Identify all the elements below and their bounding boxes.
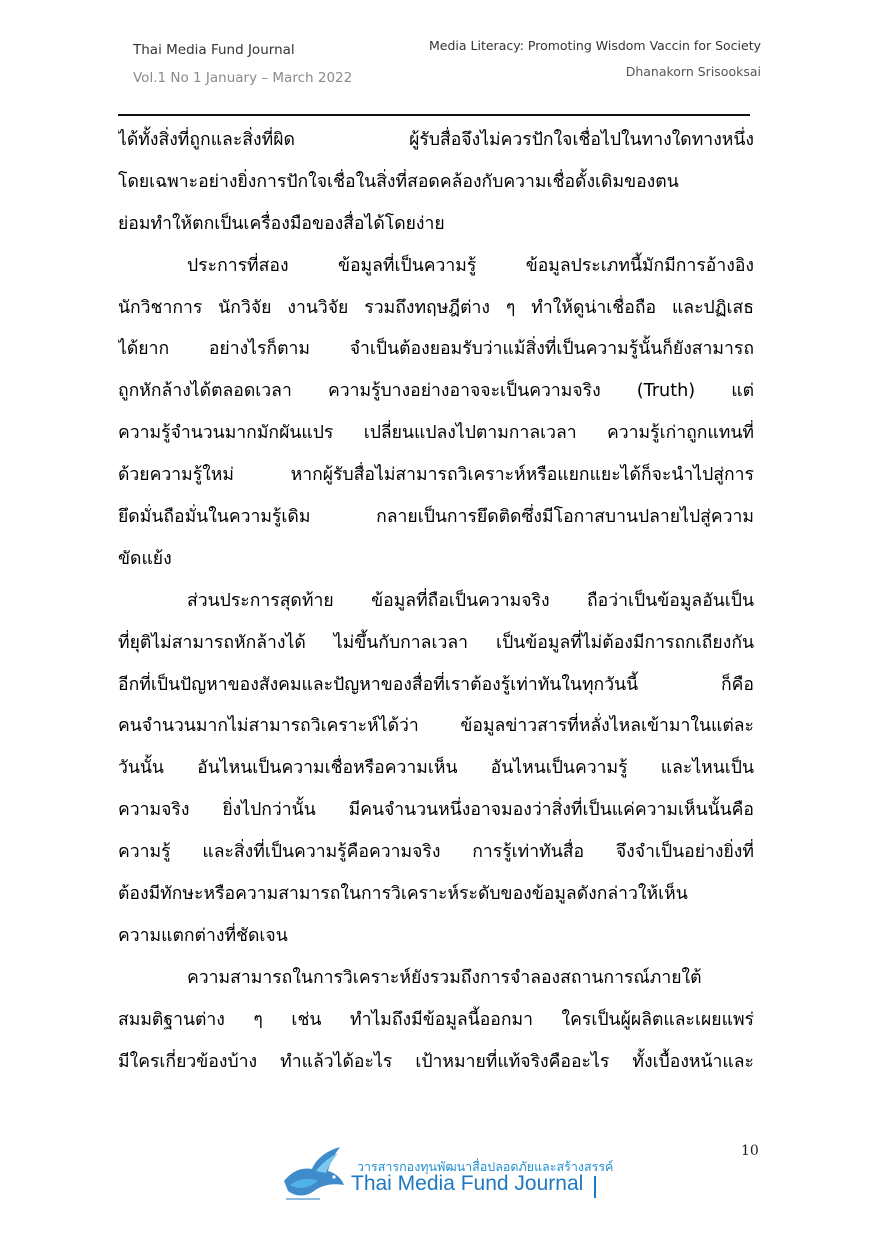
journal-volume: Vol.1 No 1 January – March 2022 bbox=[133, 70, 353, 86]
paragraph-start-line: ความสามารถในการวิเคราะห์ยังรวมถึงการจำลองสถานการณ์ภายใต้ bbox=[187, 967, 702, 988]
text-line: วันนั้น อันไหนเป็นความเชื่อหรือความเห็น อันไหนเป็นความรู้ และไหนเป็น bbox=[118, 758, 754, 779]
journal-name: Thai Media Fund Journal bbox=[133, 42, 295, 58]
author-name: Dhanakorn Srisooksai bbox=[625, 64, 761, 79]
text-line: มีใครเกี่ยวข้องบ้าง ทำแล้วได้อะไร เป้าหมายที่แท้จริงคืออะไร ทั้งเบื้องหน้าและ bbox=[118, 1051, 754, 1072]
text-line: อีกที่เป็นปัญหาของสังคมและปัญหาของสื่อที่เราต้องรู้เท่าทันในทุกวันนี้ ก็คือ bbox=[118, 674, 754, 695]
paragraph-start-line: ประการที่สอง ข้อมูลที่เป็นความรู้ ข้อมูลประเภทนี้มักมีการอ้างอิง bbox=[187, 255, 754, 276]
text-line: นักวิชาการ นักวิจัย งานวิจัย รวมถึงทฤษฎีต่าง ๆ ทำให้ดูน่าเชื่อถือ และปฏิเสธ bbox=[118, 297, 754, 318]
text-line: ยึดมั่นถือมั่นในความรู้เดิม กลายเป็นการยึดติดซึ่งมีโอกาสบานปลายไปสู่ความ bbox=[118, 507, 754, 528]
logo-divider bbox=[594, 1176, 596, 1198]
text-line: ได้ทั้งสิ่งที่ถูกและสิ่งที่ผิด ผู้รับสื่อจึงไม่ควรปักใจเชื่อไปในทางใดทางหนึ่ง bbox=[118, 130, 754, 150]
text-line: โดยเฉพาะอย่างยิ่งการปักใจเชื่อในสิ่งที่สอดคล้องกับความเชื่อดั้งเดิมของตน bbox=[118, 171, 679, 192]
logo-english-name: Thai Media Fund Journal bbox=[351, 1172, 584, 1195]
text-line: ขัดแย้ง bbox=[118, 548, 172, 569]
text-line: ต้องมีทักษะหรือความสามารถในการวิเคราะห์ระดับของข้อมูลดังกล่าวให้เห็น bbox=[118, 884, 688, 905]
text-line: ความแตกต่างที่ชัดเจน bbox=[118, 925, 288, 946]
text-line: ย่อมทำให้ตกเป็นเครื่องมือของสื่อได้โดยง่าย bbox=[118, 213, 445, 234]
article-title: Media Literacy: Promoting Wisdom Vaccin for Society bbox=[429, 38, 761, 53]
dove-logo-icon bbox=[280, 1141, 350, 1207]
text-line: ถูกหักล้างได้ตลอดเวลา ความรู้บางอย่างอาจจะเป็นความจริง (Truth) แต่ bbox=[118, 381, 754, 402]
text-line: ได้ยาก อย่างไรก็ตาม จำเป็นต้องยอมรับว่าแม้สิ่งที่เป็นความรู้นั้นก็ยังสามารถ bbox=[118, 339, 754, 360]
page-number: 10 bbox=[741, 1143, 759, 1159]
text-line: ความรู้จำนวนมากมักผันแปร เปลี่ยนแปลงไปตามกาลเวลา ความรู้เก่าถูกแทนที่ bbox=[118, 423, 754, 444]
text-line: คนจำนวนมากไม่สามารถวิเคราะห์ได้ว่า ข้อมูลข่าวสารที่หลั่งไหลเข้ามาในแต่ละ bbox=[118, 716, 754, 737]
text-line: สมมติฐานต่าง ๆ เช่น ทำไมถึงมีข้อมูลนี้ออกมา ใครเป็นผู้ผลิตและเผยแพร่ bbox=[118, 1009, 754, 1030]
paragraph-start-line: ส่วนประการสุดท้าย ข้อมูลที่ถือเป็นความจริง ถือว่าเป็นข้อมูลอันเป็น bbox=[187, 590, 754, 611]
text-line: ด้วยความรู้ใหม่ หากผู้รับสื่อไม่สามารถวิเคราะห์หรือแยกแยะได้ก็จะนำไปสู่การ bbox=[118, 465, 754, 486]
article-body bbox=[118, 120, 754, 1083]
header-rule bbox=[118, 114, 750, 116]
text-line: ความรู้ และสิ่งที่เป็นความรู้คือความจริง การรู้เท่าทันสื่อ จึงจำเป็นอย่างยิ่งที่ bbox=[118, 842, 754, 863]
text-line: ที่ยุติไม่สามารถหักล้างได้ ไม่ขึ้นกับกาลเวลา เป็นข้อมูลที่ไม่ต้องมีการถกเถียงกัน bbox=[118, 632, 754, 653]
text-line: ความจริง ยิ่งไปกว่านั้น มีคนจำนวนหนึ่งอาจมองว่าสิ่งที่เป็นแค่ความเห็นนั้นคือ bbox=[118, 800, 754, 821]
logo-thai-name: วารสารกองทุนพัฒนาสื่อปลอดภัยและสร้างสรรค์ bbox=[357, 1159, 614, 1174]
